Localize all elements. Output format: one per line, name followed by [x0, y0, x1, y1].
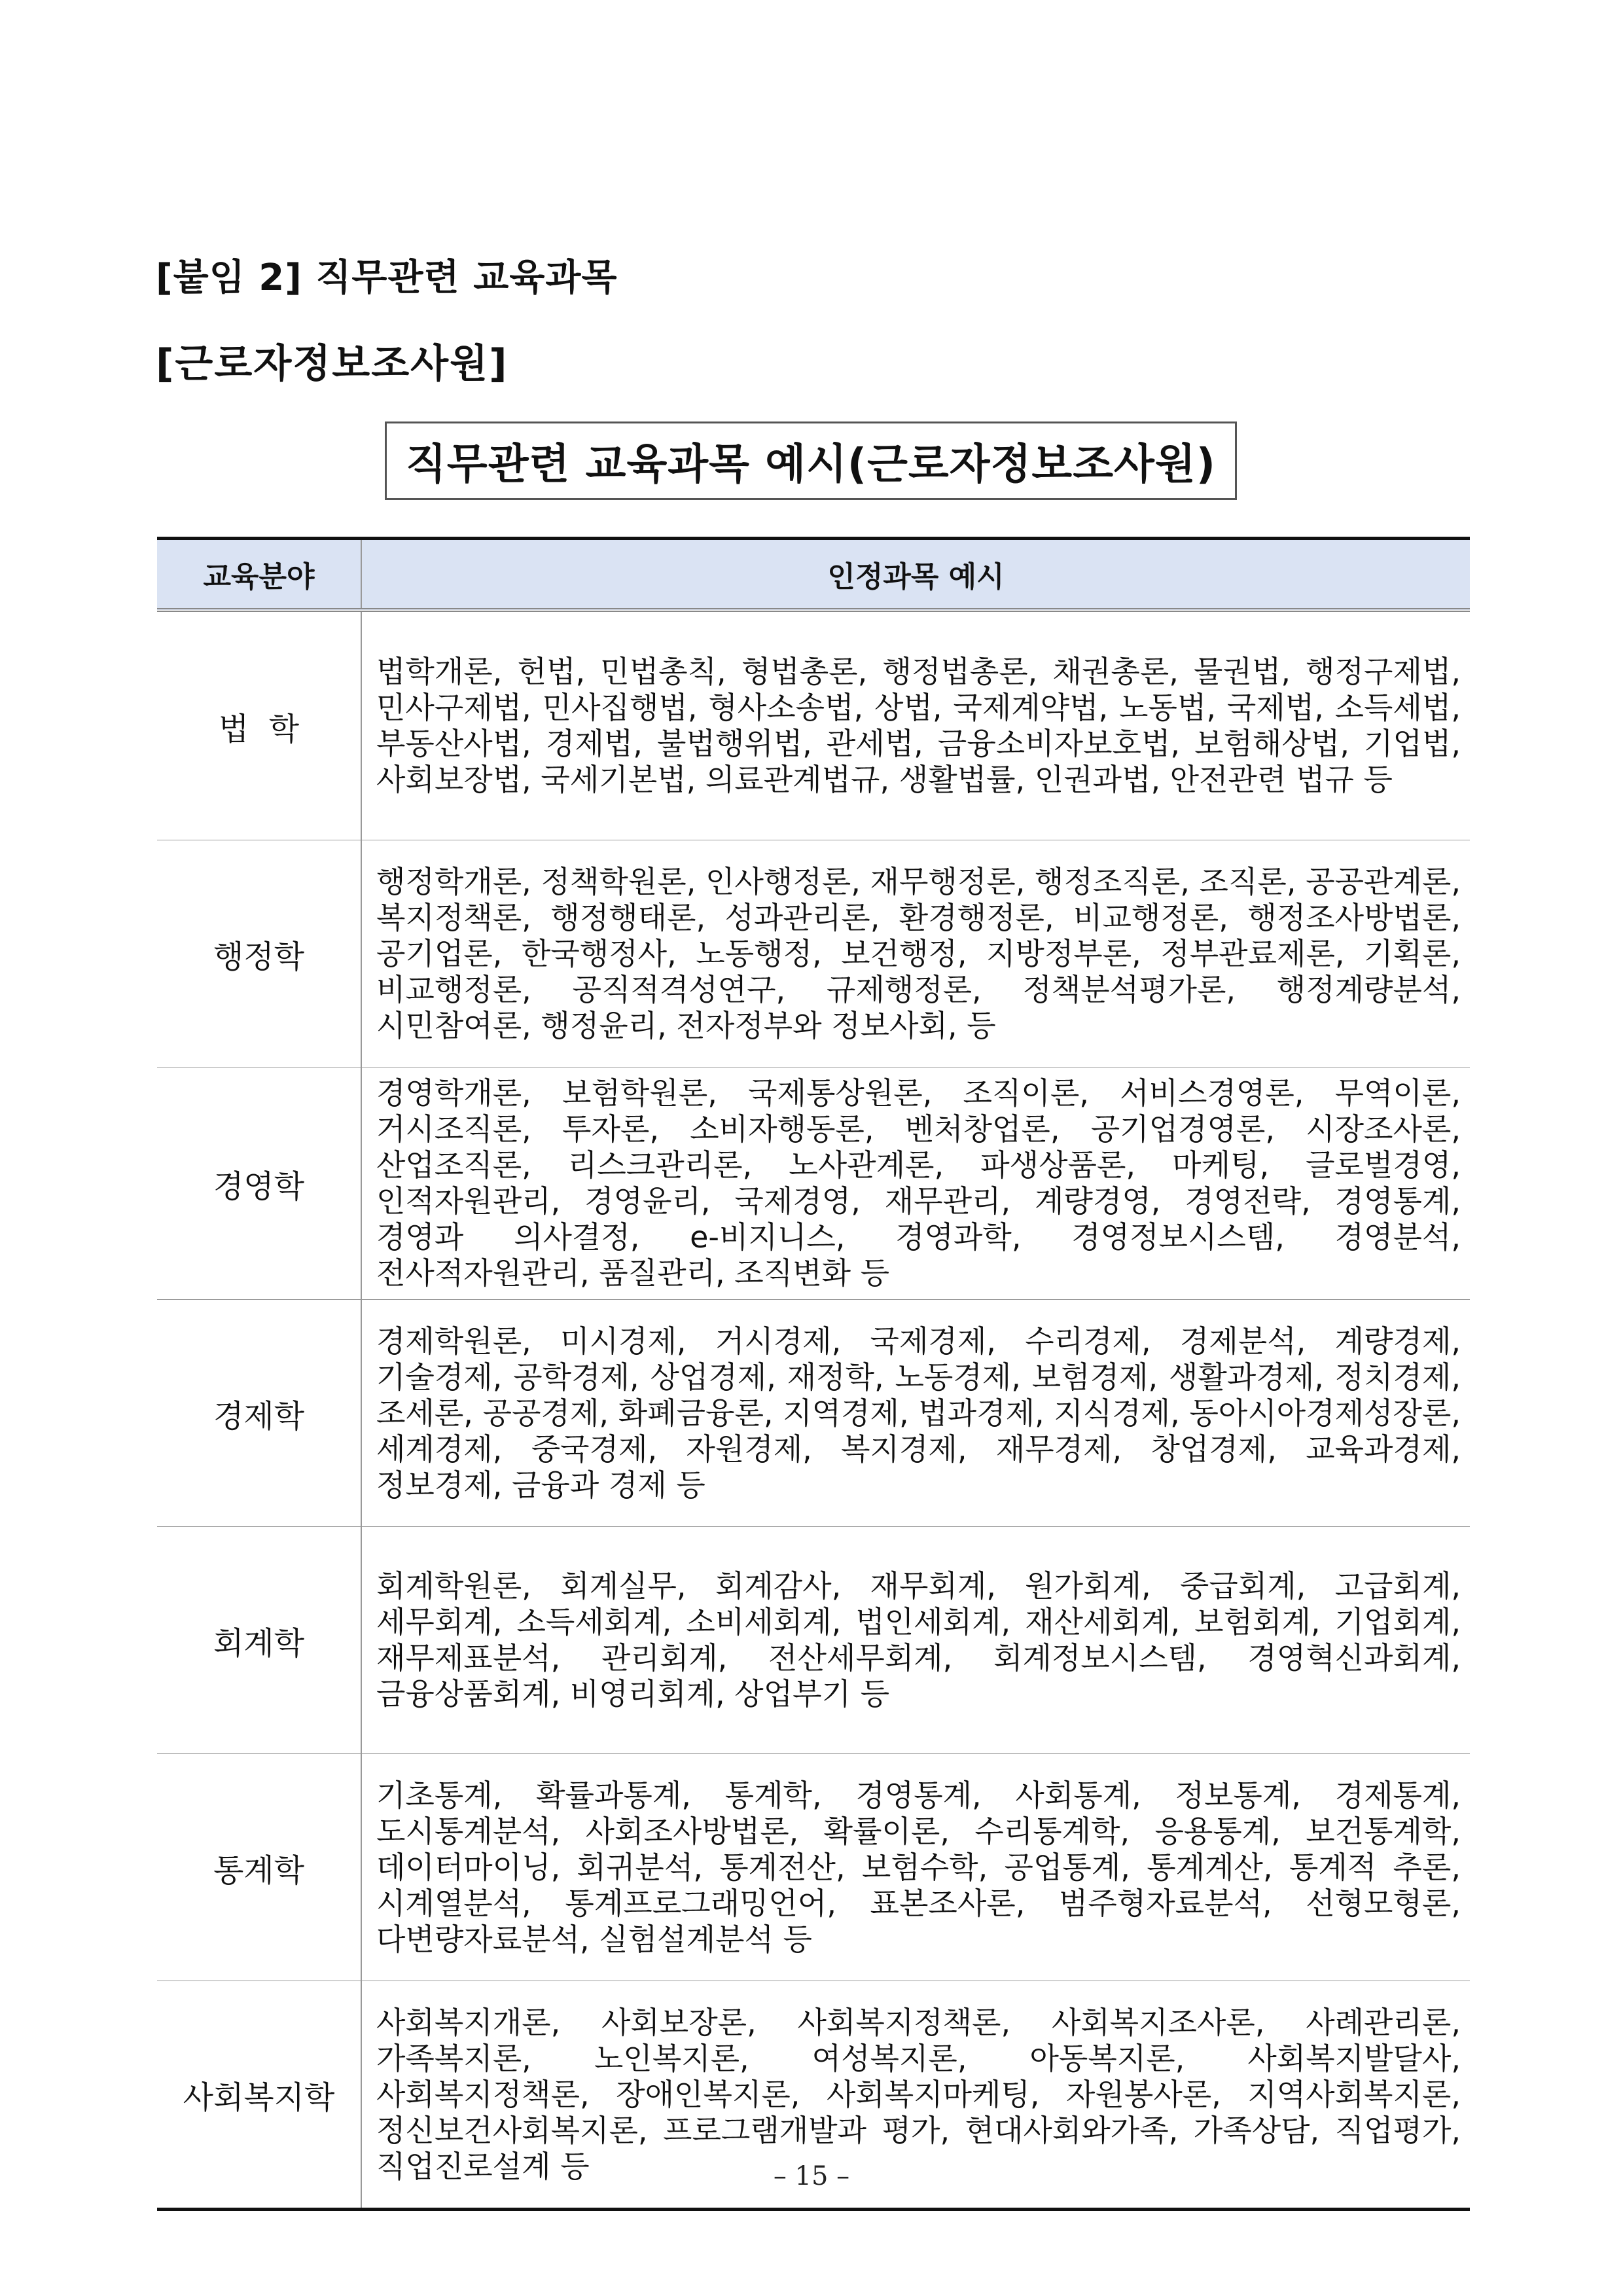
table-row: [157, 1527, 1470, 1754]
subjects-cell: 경제학원론, 미시경제, 거시경제, 국제경제, 수리경제, 경제분석, 계량경제, 기술경제, 공학경제, 상업경제, 재정학, 노동경제, 보험경제, 생활과경제, 정치경제, 조세론, 공공경제, 화폐금융론, 지역경제, 법과경제, 지식경제, 동아시아경제성장론, 세계경제, 중국경제, 자원경제, 복지경제, 재무경제, 창업경제, 교육과경제, 정보경제, 금융과 경제 등: [361, 1300, 1470, 1527]
subjects-cell: 사회복지개론, 사회보장론, 사회복지정책론, 사회복지조사론, 사례관리론, 가족복지론, 노인복지론, 여성복지론, 아동복지론, 사회복지발달사, 사회복지정책론, 장애인복지론, 사회복지마케팅, 자원봉사론, 지역사회복지론, 정신보건사회복지론, 프로그램개발과 평가, 현대사회와가족, 가족상담, 직업평가, 직업진로설계 등: [361, 1981, 1470, 2210]
attachment-heading: [붙임 2] 직무관련 교육과목: [156, 257, 618, 299]
subjects-cell: 경영학개론, 보험학원론, 국제통상원론, 조직이론, 서비스경영론, 무역이론, 거시조직론, 투자론, 소비자행동론, 벤처창업론, 공기업경영론, 시장조사론, 산업조직론, 리스크관리론, 노사관계론, 파생상품론, 마케팅, 글로벌경영, 인적자원관리, 경영윤리, 국제경영, 재무관리, 계량경영, 경영전략, 경영통계, 경영과 의사결정, e-비지니스, 경영과학, 경영정보시스템, 경영분석, 전사적자원관리, 품질관리, 조직변화 등: [361, 1067, 1470, 1300]
subjects-cell: 법학개론, 헌법, 민법총칙, 형법총론, 행정법총론, 채권총론, 물권법, 행정구제법, 민사구제법, 민사집행법, 형사소송법, 상법, 국제계약법, 노동법, 국제법, 소득세법, 부동산사법, 경제법, 불법행위법, 관세법, 금융소비자보호법, 보험해상법, 기업법, 사회보장법, 국세기본법, 의료관계법규, 생활법률, 인권과법, 안전관련 법규 등: [361, 610, 1470, 840]
table-row: [157, 1067, 1470, 1300]
table-row: [157, 1300, 1470, 1527]
table-header-row: [157, 539, 1470, 611]
subjects-cell: 회계학원론, 회계실무, 회계감사, 재무회계, 원가회계, 중급회계, 고급회계, 세무회계, 소득세회계, 소비세회계, 법인세회계, 재산세회계, 보험회계, 기업회계, 재무제표분석, 관리회계, 전산세무회계, 회계정보시스템, 경영혁신과회계, 금융상품회계, 비영리회계, 상업부기 등: [361, 1527, 1470, 1754]
field-cell: 경영학: [157, 1067, 361, 1300]
table-row: [157, 840, 1470, 1067]
header-field: 교육분야: [157, 539, 361, 611]
subjects-cell: 기초통계, 확률과통계, 통계학, 경영통계, 사회통계, 정보통계, 경제통계, 도시통계분석, 사회조사방법론, 확률이론, 수리통계학, 응용통계, 보건통계학, 데이터마이닝, 회귀분석, 통계전산, 보험수학, 공업통계, 통계계산, 통계적 추론, 시계열분석, 통계프로그래밍언어, 표본조사론, 범주형자료분석, 선형모형론, 다변량자료분석, 실험설계분석 등: [361, 1754, 1470, 1981]
field-cell: 회계학: [157, 1527, 361, 1754]
header-subjects: 인정과목 예시: [361, 539, 1470, 611]
course-table: [157, 537, 1470, 2211]
subjects-cell: 행정학개론, 정책학원론, 인사행정론, 재무행정론, 행정조직론, 조직론, 공공관계론, 복지정책론, 행정행태론, 성과관리론, 환경행정론, 비교행정론, 행정조사방법론, 공기업론, 한국행정사, 노동행정, 보건행정, 지방정부론, 정부관료제론, 기획론, 비교행정론, 공직적격성연구, 규제행정론, 정책분석평가론, 행정계량분석, 시민참여론, 행정윤리, 전자정부와 정보사회, 등: [361, 840, 1470, 1067]
field-cell: 사회복지학: [157, 1981, 361, 2210]
field-cell: 법 학: [157, 610, 361, 840]
table-row: [157, 610, 1470, 840]
table-title-box: 직무관련 교육과목 예시(근로자정보조사원): [385, 422, 1237, 500]
field-cell: 행정학: [157, 840, 361, 1067]
section-heading: [근로자정보조사원]: [156, 341, 508, 387]
table-row: [157, 1754, 1470, 1981]
page-number: – 15 –: [773, 2161, 850, 2191]
field-cell: 통계학: [157, 1754, 361, 1981]
field-cell: 경제학: [157, 1300, 361, 1527]
